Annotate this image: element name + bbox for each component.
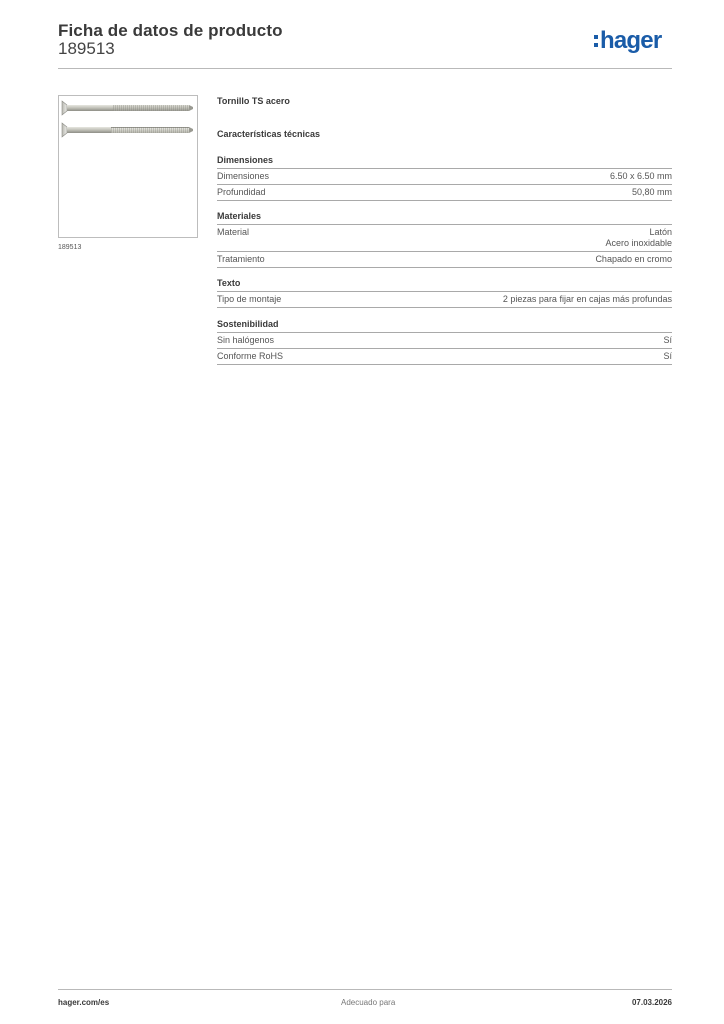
table-row <box>217 349 672 365</box>
image-caption: 189513 <box>58 244 82 251</box>
table-row <box>217 185 672 201</box>
section-title: Sostenibilidad <box>217 319 672 333</box>
product-image <box>58 95 198 238</box>
table-row <box>217 225 672 252</box>
section-title: Materiales <box>217 211 672 225</box>
row-value: 2 piezas para fijar en cajas más profundas <box>502 294 672 304</box>
table-row <box>217 292 672 308</box>
row-label: Profundidad <box>217 187 266 197</box>
section-dimensiones <box>217 155 672 201</box>
row-value <box>605 227 672 249</box>
table-row <box>217 333 672 349</box>
row-label: Material <box>217 227 250 237</box>
logo-dots-icon <box>594 30 598 52</box>
tech-heading: Características técnicas <box>217 129 321 139</box>
logo-text: hager <box>600 27 662 54</box>
product-number: 189513 <box>58 39 115 58</box>
screw-2 <box>62 123 193 137</box>
product-name: Tornillo TS acero <box>217 96 290 106</box>
product-details <box>217 96 672 365</box>
row-label: Tipo de montaje <box>217 294 282 304</box>
row-value-line: Acero inoxidable <box>605 238 672 248</box>
row-value: Sí <box>663 335 672 345</box>
table-row <box>217 169 672 185</box>
row-value: 6.50 x 6.50 mm <box>609 171 672 181</box>
section-title: Texto <box>217 278 672 292</box>
section-title: Dimensiones <box>217 155 672 169</box>
website-link[interactable]: hager.com/es <box>58 998 110 1007</box>
section-materiales <box>217 211 672 268</box>
table-row <box>217 252 672 268</box>
screw-image-icon <box>59 96 197 237</box>
row-value: Chapado en cromo <box>595 254 672 264</box>
hager-logo[interactable] <box>594 26 661 56</box>
footer-note: Adecuado para <box>341 998 396 1007</box>
page-title: Ficha de datos de producto <box>58 21 283 40</box>
row-label: Dimensiones <box>217 171 270 181</box>
row-label: Conforme RoHS <box>217 351 284 361</box>
section-sostenibilidad <box>217 319 672 365</box>
header-divider <box>58 68 672 69</box>
footer-divider <box>58 989 672 990</box>
section-texto <box>217 278 672 308</box>
row-value: 50,80 mm <box>631 187 672 197</box>
screw-1 <box>62 101 193 115</box>
row-label: Sin halógenos <box>217 335 275 345</box>
row-value-line: Latón <box>649 227 672 237</box>
footer-date: 07.03.2026 <box>631 998 672 1007</box>
row-value: Sí <box>663 351 672 361</box>
row-label: Tratamiento <box>217 254 265 264</box>
